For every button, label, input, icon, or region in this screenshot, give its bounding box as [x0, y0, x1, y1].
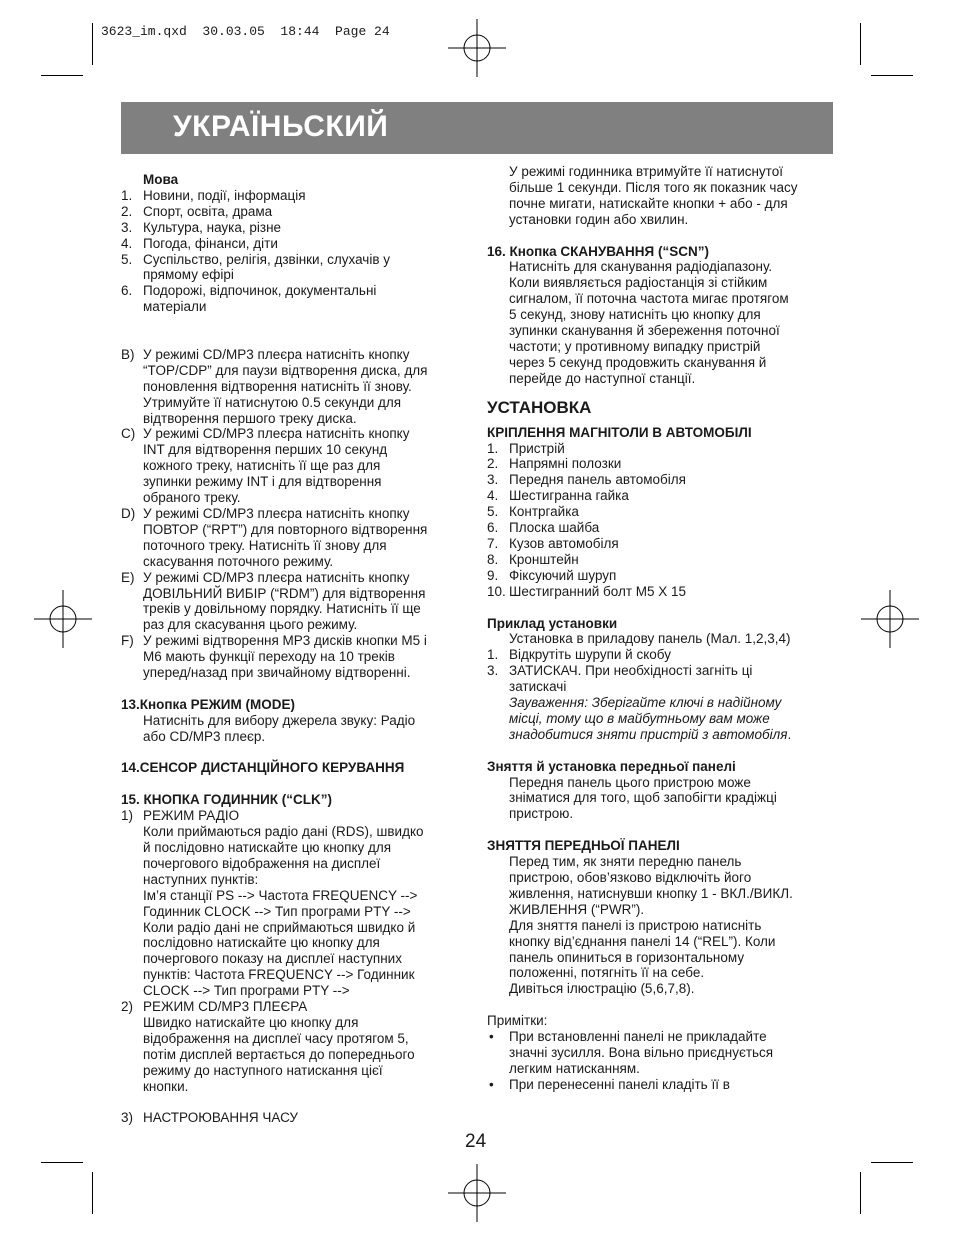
list-item: [121, 252, 466, 284]
paragraph-line: почне мигати, натискайте кнопки + або - для: [509, 195, 788, 211]
item-line: Кронштейн: [509, 551, 579, 567]
list-item: [487, 568, 837, 584]
item-number: 9.: [487, 567, 499, 583]
paragraph-line: пристрою.: [509, 806, 574, 822]
item-number: 6.: [487, 520, 499, 536]
list-item: [487, 456, 837, 472]
item-title: РЕЖИМ РАДІО: [143, 808, 240, 824]
page-number: 24: [465, 1131, 487, 1152]
paragraph-line: установки годин або хвилин.: [509, 211, 689, 227]
item-line: відображення на дисплеї часу протягом 5,: [143, 1030, 409, 1046]
crop-mark: [860, 1172, 861, 1214]
item-line: Новини, події, інформація: [143, 187, 306, 203]
item-number: 3.: [487, 472, 499, 488]
item-line: Фіксуючий шуруп: [509, 567, 617, 583]
item-number: 2): [121, 999, 134, 1015]
registration-mark-icon: [448, 19, 506, 77]
list-item: [121, 506, 466, 570]
item-title: РЕЖИМ CD/MP3 ПЛЕЄРА: [143, 999, 308, 1015]
note-line: місці, тому що в майбутньому вам може: [509, 710, 770, 726]
paragraph-line: Натисніть для сканування радіодіапазону.: [509, 259, 773, 275]
item-number: 7.: [487, 536, 499, 552]
list-item: [121, 204, 466, 220]
item-line: CLOCK --> Тип програми PTY -->: [143, 983, 350, 999]
item-line: Передня панель автомобіля: [509, 472, 686, 488]
item-line: У режимі CD/MP3 плеєра натисніть кнопку: [143, 426, 410, 442]
list-item: [487, 520, 837, 536]
left-column: [121, 172, 466, 1126]
list-item: [487, 536, 837, 552]
page-title: УКРАЇНЬСКИЙ: [173, 110, 389, 143]
item-number: 1.: [487, 647, 499, 663]
item-line: почергового відображення на дисплеї: [143, 855, 381, 871]
crop-mark: [871, 75, 913, 76]
item-line: Утримуйте її натиснутою 0.5 секунди для: [143, 394, 402, 410]
item-line: Годинник CLOCK --> Тип програми PTY -->: [143, 903, 411, 919]
item-line: затискачі: [509, 679, 567, 695]
section-heading-installation: УСТАНОВКА: [487, 397, 592, 417]
item-line: наступних пунктів:: [143, 871, 259, 887]
right-column: [487, 164, 837, 1093]
item-number: 5.: [121, 251, 133, 267]
paragraph-line: сигналом, її поточна частота мигає протягом: [509, 291, 789, 307]
item-line: Культура, наука, різне: [143, 219, 282, 235]
paragraph-line: Натисніть для вибору джерела звуку: Радіо: [143, 712, 416, 728]
list-item: [487, 584, 837, 600]
item-line: прямому ефірі: [143, 267, 234, 283]
item-line: Напрямні полозки: [509, 456, 622, 472]
item-line: треків у довільному порядку. Натисніть її ще: [143, 601, 421, 617]
item-line: Спорт, освіта, драма: [143, 203, 273, 219]
paragraph-line: Перед тим, як зняти передню панель: [509, 854, 742, 870]
crop-mark: [871, 1162, 913, 1163]
item-line: Коли радіо дані не сприймаються швидко й: [143, 919, 416, 935]
item-number: 3): [121, 1110, 134, 1126]
paragraph-line: через 5 секунд продовжить сканування й: [509, 354, 767, 370]
crop-mark: [92, 23, 93, 65]
paragraph-line: Передня панель цього пристрою може: [509, 774, 751, 790]
paragraph-line: кнопку від’єднання панелі 14 (“REL”). Коли: [509, 933, 776, 949]
item-line: поновлення відтворення натисніть її знову.: [143, 378, 412, 394]
paragraph-line: Установка в приладову панель (Мал. 1,2,3,4): [509, 631, 791, 647]
item-letter: E): [121, 569, 135, 585]
item-letter: C): [121, 426, 136, 442]
item-line: Подорожі, відпочинок, документальні: [143, 283, 377, 299]
item-line: Шестигранна гайка: [509, 488, 629, 504]
item-line: Контргайка: [509, 504, 579, 520]
paragraph-line: 5 секунд, знову натисніть цю кнопку для: [509, 307, 761, 323]
item-line: У режимі CD/MP3 плеєра натисніть кнопку: [143, 569, 410, 585]
list-item: [121, 570, 466, 634]
paragraph-line: перейде до наступної станції.: [509, 370, 696, 386]
item-line: У режимі CD/MP3 плеєра натисніть кнопку: [143, 346, 410, 362]
registration-mark-icon: [861, 590, 919, 648]
item-letter: D): [121, 506, 136, 521]
item-number: 2.: [487, 456, 499, 472]
paragraph-line: Дивіться ілюстрацію (5,6,7,8).: [509, 981, 695, 997]
item-number: 8.: [487, 551, 499, 567]
list-item: [121, 283, 466, 315]
paragraph-line: положенні, потягніть її на себе.: [509, 965, 705, 981]
subheading-remove-panel: ЗНЯТТЯ ПЕРЕДНЬОЇ ПАНЕЛІ: [487, 838, 680, 854]
note-end: .: [787, 726, 792, 742]
item-letter: B): [121, 346, 135, 362]
list-item: [121, 220, 466, 236]
subheading-front-panel: Зняття й установка передньої панелі: [487, 758, 736, 774]
list-item: [487, 441, 837, 457]
bullet-icon: •: [489, 1029, 494, 1045]
mova-heading: Мова: [143, 172, 179, 187]
item-number: 1.: [121, 187, 133, 203]
paragraph-line: живлення, натиснувши кнопку 1 - ВКЛ./ВИКЛ.: [509, 885, 793, 901]
item-line: кожного треку, натисніть її ще раз для: [143, 458, 381, 474]
crop-mark: [41, 75, 83, 76]
list-item: [487, 663, 837, 695]
item-line: У режимі відтворення MP3 дисків кнопки M5 і: [143, 633, 427, 649]
section-heading-clock: 15. КНОПКА ГОДИННИК (“CLK”): [121, 792, 332, 808]
file-slug: 3623_im.qxd 30.03.05 18:44 Page 24: [101, 24, 390, 39]
crop-mark: [92, 1172, 93, 1214]
paragraph-line: У режимі годинника втримуйте її натиснутої: [509, 164, 783, 179]
item-line: Плоска шайба: [509, 520, 600, 536]
item-line: ДОВІЛЬНИЙ ВИБІР (“RDM”) для відтворення: [143, 585, 426, 601]
item-line: раз для скасування цього режиму.: [143, 617, 358, 633]
mova-list: [121, 188, 466, 315]
paragraph-line: пристрою, обов’язково відключіть його: [509, 870, 752, 885]
paragraph-line: зупинки сканування й збереження поточної: [509, 323, 780, 339]
item-line: зупинки режиму INT і для відтворення: [143, 474, 382, 490]
item-line: скасування поточного режиму.: [143, 553, 334, 569]
item-line: Ім’я станції PS --> Частота FREQUENCY -->: [143, 887, 418, 903]
section-heading-scan: 16. Кнопка СКАНУВАННЯ (“SCN”): [487, 243, 709, 259]
crop-mark: [41, 1162, 83, 1163]
bullet-item: [487, 1077, 837, 1093]
list-item: [121, 426, 466, 506]
item-line: уперед/назад при звичайному відтворенні.: [143, 665, 411, 681]
list-item: [121, 808, 466, 999]
list-item: [121, 1110, 466, 1126]
paragraph-line: зніматися для того, щоб запобігти крадіжці: [509, 790, 777, 806]
paragraph-line: ЖИВЛЕННЯ (“PWR”).: [509, 901, 645, 917]
item-number: 3.: [121, 219, 133, 235]
notes-label: Примітки:: [487, 1013, 548, 1029]
item-line: Суспільство, релігія, дзвінки, слухачів у: [143, 251, 390, 267]
list-item: [121, 347, 466, 427]
item-line: Пристрій: [509, 440, 565, 456]
list-item: [121, 633, 466, 681]
list-item: [121, 236, 466, 252]
list-item: [487, 472, 837, 488]
item-line: У режимі CD/MP3 плеєра натисніть кнопку: [143, 506, 410, 521]
list-item: [487, 488, 837, 504]
list-item: [487, 552, 837, 568]
item-number: 3.: [487, 663, 499, 679]
note-line: Зауваження: Зберігайте ключі в надійному: [509, 695, 782, 711]
list-item: [487, 504, 837, 520]
bullet-icon: •: [489, 1076, 494, 1092]
item-line: матеріали: [143, 299, 207, 315]
item-line: При перенесенні панелі кладіть її в: [509, 1076, 730, 1092]
section-heading-mode: 13.Кнопка РЕЖИМ (MODE): [121, 696, 295, 712]
subheading-example: Приклад установки: [487, 615, 618, 631]
item-line: Відкрутіть шурупи й скобу: [509, 647, 671, 663]
list-item: [121, 188, 466, 204]
item-line: “TOP/CDP” для паузи відтворення диска, для: [143, 362, 428, 378]
title-banner: [121, 102, 833, 154]
item-line: почергового показу на дисплеї наступних: [143, 951, 402, 967]
item-line: Кузов автомобіля: [509, 536, 619, 552]
paragraph-line: або CD/MP3 плеєр.: [143, 728, 266, 744]
item-number: 4.: [487, 488, 499, 504]
list-item: [121, 999, 466, 1094]
item-line: послідовно натискайте цю кнопку для: [143, 935, 380, 951]
item-line: пунктів: Частота FREQUENCY --> Годинник: [143, 967, 415, 983]
item-line: кнопки.: [143, 1078, 189, 1094]
crop-mark: [860, 23, 861, 65]
item-number: 1): [121, 808, 134, 824]
item-line: Коли приймаються радіо дані (RDS), швидко: [143, 824, 424, 840]
subheading-mounting: КРІПЛЕННЯ МАГНІТОЛИ В АВТОМОБІЛІ: [487, 424, 752, 440]
item-line: потім дисплей вертається до попереднього: [143, 1046, 415, 1062]
item-line: й послідовно натискайте цю кнопку для: [143, 839, 392, 855]
paragraph-line: більше 1 секунди. Після того як показник часу: [509, 179, 798, 195]
item-number: 1.: [487, 440, 499, 456]
item-number: 4.: [121, 235, 133, 251]
item-line: M6 мають функції переходу на 10 треків: [143, 649, 395, 665]
item-number: 5.: [487, 504, 499, 520]
item-number: 2.: [121, 203, 133, 219]
item-title: НАСТРОЮВАННЯ ЧАСУ: [143, 1110, 298, 1126]
item-number: 6.: [121, 283, 133, 299]
item-line: При встановленні панелі не прикладайте: [509, 1029, 767, 1045]
paragraph-line: Для зняття панелі із пристрою натисніть: [509, 917, 762, 933]
item-line: Шестигранний болт M5 X 15: [509, 583, 687, 599]
item-line: ЗАТИСКАЧ. При необхідності загніть ці: [509, 663, 753, 679]
item-line: ПОВТОР (“RPT”) для повторного відтворення: [143, 521, 428, 537]
paragraph-line: панель опиниться в горизонтальному: [509, 949, 745, 965]
item-line: режиму до наступного натискання цієї: [143, 1062, 383, 1078]
list-item: [487, 647, 837, 663]
item-letter: F): [121, 633, 134, 649]
item-number: 10.: [487, 583, 506, 599]
paragraph-line: частоти; у противному випадку пристрій: [509, 338, 761, 354]
registration-mark-icon: [34, 590, 92, 648]
item-line: INT для відтворення перших 10 секунд: [143, 442, 388, 458]
item-line: Погода, фінанси, діти: [143, 235, 278, 251]
item-line: відтворення першого треку диска.: [143, 410, 357, 426]
paragraph-line: Коли виявляється радіостанція зі стійким: [509, 275, 768, 291]
bullet-item: [487, 1029, 837, 1077]
registration-mark-icon: [448, 1164, 506, 1222]
item-line: обраного треку.: [143, 490, 241, 506]
item-line: поточного треку. Натисніть її знову для: [143, 537, 387, 553]
item-line: значні зусилля. Вона вільно приєднується: [509, 1044, 774, 1060]
section-heading-remote-sensor: 14.СЕНСОР ДИСТАНЦІЙНОГО КЕРУВАННЯ: [121, 760, 405, 776]
item-line: легким натисканням.: [509, 1060, 640, 1076]
item-line: Швидко натискайте цю кнопку для: [143, 1014, 359, 1030]
note-line: знадобитися зняти пристрій з автомобіля: [509, 726, 788, 742]
